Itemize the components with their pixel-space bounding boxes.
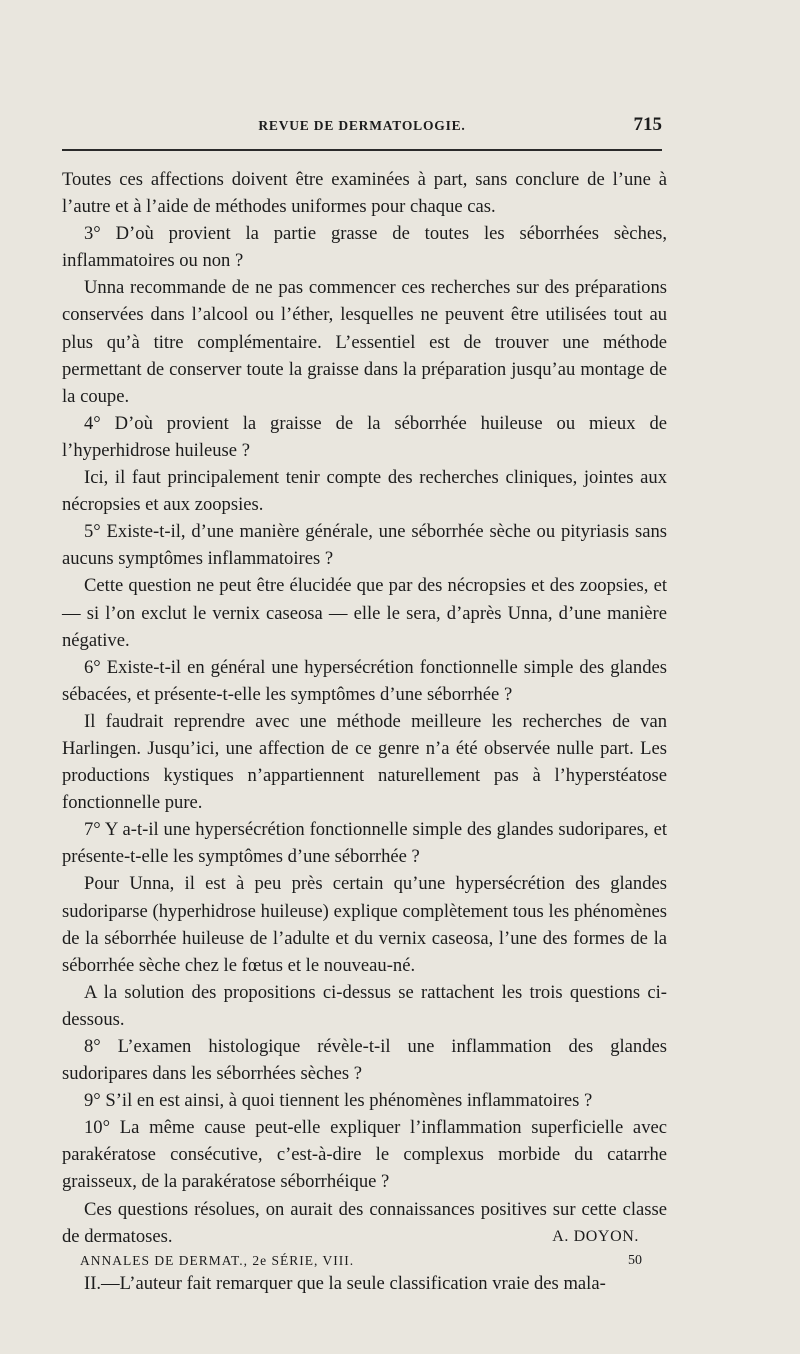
paragraph: Il faudrait reprendre avec une méthode meilleure les recherches de van Harlingen. Jusqu’ici, une affection de ce genre n’a été observée nulle part. Les productions kystiques n’appartiennent naturellement pas à l’hyperstéatose fonctionnelle pure.: [62, 710, 667, 814]
paragraph: Cette question ne peut être élucidée que par des nécropsies et des zoopsies, et — si l’on exclut le vernix caseosa — elle le sera, d’après Unna, d’une manière négative.: [62, 575, 667, 651]
header-rule: [62, 149, 662, 151]
next-section-start: II.—L’auteur fait remarquer que la seule classification vraie des mala-: [84, 1272, 606, 1294]
footer-reference: ANNALES DE DERMAT., 2e SÉRIE, VIII.: [80, 1253, 355, 1268]
paragraph: Unna recommande de ne pas commencer ces recherches sur des préparations conservées dans l’alcool ou l’éther, lesquelles ne peuvent être utilisées tout au plus qu’à titre complémentaire. L’essentiel est de trouver une méthode permettant de conserver toute la graisse dans la préparation jusqu’au montage de la coupe.: [62, 277, 667, 407]
paragraph: A la solution des propositions ci-dessus se rattachent les trois questions ci-dessous.: [62, 981, 667, 1030]
paragraph: Pour Unna, il est à peu près certain qu’une hypersécrétion des glandes sudoriparse (hyperhidrose huileuse) explique complètement tous les phénomènes de la séborrhée huileuse de l’adulte et du vernix caseosa, l’une des formes de la séborrhée sèche chez le fœtus et le nouveau-né.: [62, 873, 667, 976]
body-text: [62, 166, 667, 1297]
page-number: 715: [633, 114, 662, 135]
author-signature: A. DOYON.: [552, 1227, 639, 1245]
paragraph: Toutes ces affections doivent être examinées à part, sans conclure de l’une à l’autre et à l’aide de méthodes uniformes pour chaque cas.: [62, 169, 667, 218]
page-footer: [62, 1253, 662, 1269]
paragraph: 10° La même cause peut-elle expliquer l’inflammation superficielle avec parakératose consécutive, c’est-à-dire le complexus morbide du catarrhe graisseux, de la parakératose séborrhéique ?: [62, 1117, 667, 1193]
paragraph: Ici, il faut principalement tenir compte des recherches cliniques, jointes aux nécropsies et aux zoopsies.: [62, 467, 667, 516]
paragraph: 7° Y a-t-il une hypersécrétion fonctionnelle simple des glandes sudoripares, et présente-t-elle les symptômes d’une séborrhée ?: [62, 819, 667, 868]
closing-text: Ces questions résolues, on aurait des connaissances positives sur cette classe de dermatoses.: [62, 1198, 667, 1247]
paragraph: 3° D’où provient la partie grasse de toutes les séborrhées sèches, inflammatoires ou non ?: [62, 223, 667, 272]
paragraph: 8° L’examen histologique révèle-t-il une inflammation des glandes sudoripares dans les séborrhées sèches ?: [62, 1036, 667, 1085]
paragraph: 9° S’il en est ainsi, à quoi tiennent les phénomènes inflammatoires ?: [84, 1090, 593, 1112]
running-head: REVUE DE DERMATOLOGIE.: [258, 118, 466, 133]
paragraph: 4° D’où provient la graisse de la séborrhée huileuse ou mieux de l’hyperhidrose huileuse ?: [62, 412, 667, 461]
paragraph: 5° Existe-t-il, d’une manière générale, une séborrhée sèche ou pityriasis sans aucuns symptômes inflammatoires ?: [62, 521, 667, 570]
page-header: [60, 114, 664, 140]
closing-paragraph: [62, 1196, 667, 1250]
paragraph: 6° Existe-t-il en général une hypersécrétion fonctionnelle simple des glandes sébacées, et présente-t-elle les symptômes d’une séborrhée ?: [62, 656, 667, 705]
sheet-number: 50: [628, 1253, 642, 1268]
